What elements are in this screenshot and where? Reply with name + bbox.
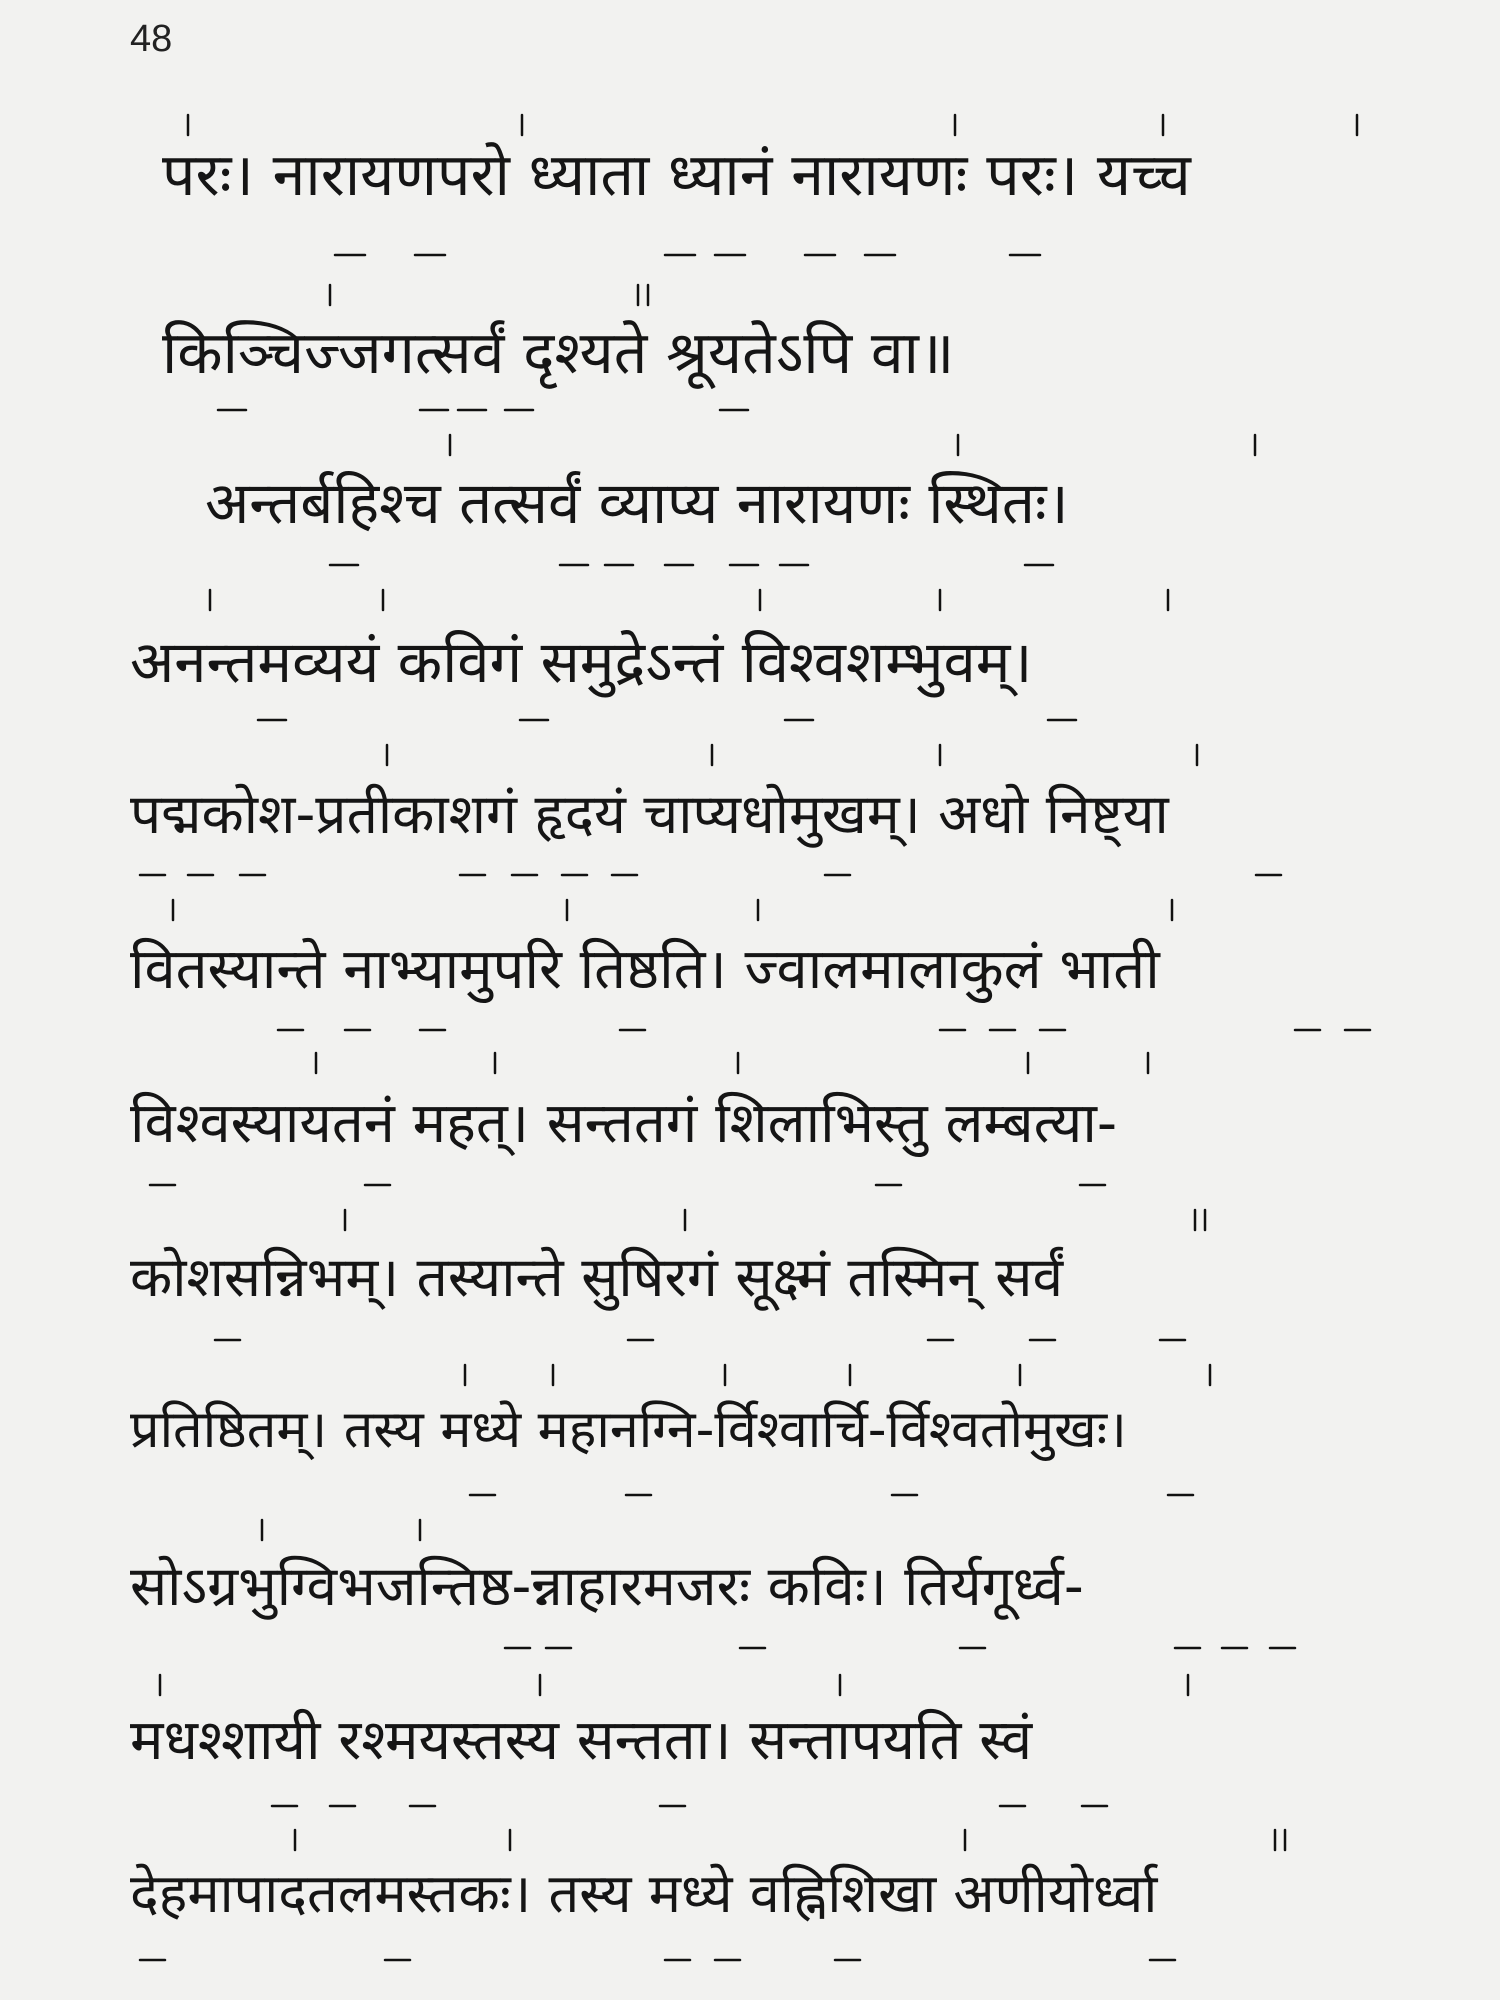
text-line-5: पद्मकोश-प्रतीकाशगं हृदयं चाप्यधोमुखम्। अधो निष्ट्या bbox=[130, 782, 1169, 846]
text-line-12: देहमापादतलमस्तकः। तस्य मध्ये वह्निशिखा अणीयोर्ध्वा bbox=[130, 1862, 1158, 1925]
text-line-2: किञ्चिज्जगत्सर्वं दृश्यते श्रूयतेऽपि वा॥ bbox=[162, 318, 955, 387]
text-line-11: मधश्शायी रश्मयस्तस्य सन्तता। सन्तापयति स्वं bbox=[130, 1708, 1033, 1773]
text-line-6: वितस्यान्ते नाभ्यामुपरि तिष्ठति। ज्वालमालाकुलं भाती bbox=[130, 937, 1160, 1002]
text-line-8: कोशसन्निभम्। तस्यान्ते सुषिरगं सूक्ष्मं तस्मिन् सर्वं bbox=[130, 1245, 1064, 1309]
text-line-7: विश्वस्यायतनं महत्। सन्ततगं शिलाभिस्तु लम्बत्या- bbox=[130, 1091, 1118, 1156]
text-line-1: परः। नारायणपरो ध्याता ध्यानं नारायणः परः। यच्च bbox=[162, 140, 1191, 209]
text-line-4: अनन्तमव्ययं कविगं समुद्रेऽन्तं विश्वशम्भुवम्। bbox=[130, 628, 1033, 696]
text-line-9: प्रतिष्ठितम्। तस्य मध्ये महानग्नि-र्विश्वार्चि-र्विश्वतोमुखः। bbox=[130, 1400, 1127, 1460]
text-line-3: अन्तर्बहिश्च तत्सर्वं व्याप्य नारायणः स्थितः। bbox=[205, 469, 1069, 537]
page-number: 48 bbox=[130, 18, 173, 60]
text-line-10: सोऽग्रभुग्विभजन्तिष्ठ-न्नाहारमजरः कविः। तिर्यगूर्ध्व- bbox=[130, 1554, 1084, 1618]
